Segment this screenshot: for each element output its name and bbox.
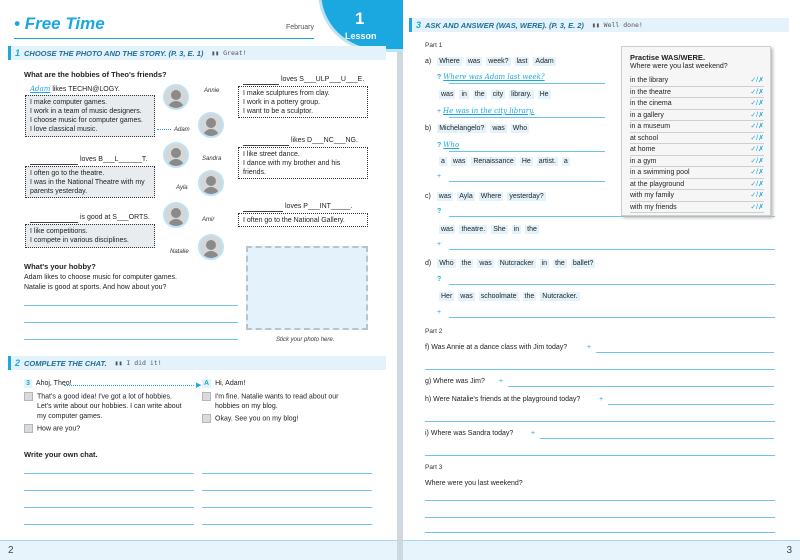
plus-icon: + — [587, 344, 592, 351]
question-g: g) Where was Jim? — [425, 378, 485, 385]
painting-story-box: I often go to the National Gallery. — [238, 213, 368, 227]
photo-placeholder[interactable] — [246, 246, 368, 330]
question-a-words: was in the city library. He — [441, 91, 549, 98]
section-2-bar: 2 COMPLETE THE CHAT. ▮▮ I did it! — [8, 356, 386, 370]
chat-option[interactable]: I'm fine. Natalie wants to read about our — [202, 392, 382, 402]
plus-icon: + — [531, 430, 536, 437]
practise-item[interactable]: at home ✓/✗ — [630, 144, 764, 156]
practise-item[interactable]: with my family ✓/✗ — [630, 190, 764, 202]
sports-story-box: I like competitions. I compete in various disciplines. — [25, 224, 155, 248]
name-natalie: Natalie — [170, 249, 189, 255]
answer-line[interactable] — [540, 438, 774, 439]
match-line — [157, 129, 171, 130]
practise-title: Practise WAS/WERE. — [630, 53, 706, 62]
page-title: • Free Time — [14, 14, 105, 33]
answer-line[interactable] — [449, 83, 605, 84]
practise-item[interactable]: with my friends ✓/✗ — [630, 202, 764, 214]
sculpture-story-box: I make sculptures from clay. I work in a pottery group. I want to be a sculptor. — [238, 86, 368, 118]
hobby-answer-line[interactable] — [24, 322, 238, 323]
question-d-words: Her was schoolmate the Nutcracker. — [441, 293, 578, 300]
question-h: h) Were Natalie's friends at the playground today? — [425, 396, 581, 403]
practise-item[interactable]: at the playground ✓/✗ — [630, 179, 764, 191]
blank-line[interactable] — [30, 222, 78, 223]
question-mark-icon: ? — [437, 74, 444, 81]
hobby-question: What's your hobby? — [24, 262, 96, 271]
answer-line[interactable] — [449, 284, 775, 285]
tick-cross-icon[interactable]: ✓/✗ — [750, 180, 764, 188]
chat-line[interactable] — [202, 507, 372, 508]
hobby-answer-line[interactable] — [24, 305, 238, 306]
part-3-label: Part 3 — [425, 464, 443, 471]
answer-a[interactable]: + He was in the city library. — [437, 107, 535, 115]
practise-item[interactable]: in the cinema ✓/✗ — [630, 98, 764, 110]
part-2-label: Part 2 — [425, 328, 443, 335]
sports-prompt: is good at S___ORTS. — [80, 214, 150, 221]
page-number: 2 — [8, 545, 14, 556]
ballet-prompt: loves B___L______T. — [80, 156, 148, 163]
hobby-example: Adam likes to choose music for computer games. Natalie is good at sports. And how about you? — [24, 274, 177, 291]
tick-cross-icon[interactable]: ✓/✗ — [750, 146, 764, 153]
bullet-icon: • — [14, 14, 25, 33]
tick-cross-icon[interactable]: ✓/✗ — [750, 77, 764, 84]
answer-line[interactable] — [449, 249, 775, 250]
chat-col1-items: That's a good idea! I've got a lot of hobbies. Let's write about our hobbies. I can write about my computer games. How are you? — [24, 392, 204, 435]
plus-icon: + — [599, 396, 604, 403]
adam-story-box: I make computer games. I work in a team of music designers. I choose music for computer games. I love classical music. — [25, 95, 155, 137]
answer-a-question[interactable]: ? Where was Adam last week? — [437, 73, 545, 81]
left-page — [0, 0, 397, 560]
answer-line[interactable] — [425, 517, 775, 518]
painting-prompt: loves P___INT_____. — [285, 203, 353, 210]
dancing-prompt: likes D___NC___NG. — [291, 137, 358, 144]
blank-line[interactable] — [30, 164, 78, 165]
question-b: b) Michelangelo? was Who — [425, 125, 528, 132]
sculpture-prompt: loves S___ULP___U___E. — [281, 76, 365, 83]
chat-option[interactable]: How are you? — [24, 424, 204, 434]
right-page — [403, 0, 800, 560]
answer-line[interactable] — [449, 151, 605, 152]
tick-cross-icon[interactable]: ✓/✗ — [750, 134, 764, 142]
practise-card — [621, 46, 771, 216]
chat-line[interactable] — [24, 473, 194, 474]
checkbox-icon[interactable] — [202, 414, 211, 423]
question-b-words: a was Renaissance He artist. a — [441, 158, 568, 165]
blank-line[interactable] — [243, 145, 289, 146]
tick-cross-icon[interactable]: ✓/✗ — [750, 169, 764, 176]
tick-cross-icon[interactable]: ✓/✗ — [750, 157, 764, 165]
plus-icon: + — [437, 173, 442, 180]
avatar-ayla[interactable] — [198, 170, 224, 196]
avatar-amir[interactable] — [163, 202, 189, 228]
answer-line[interactable] — [425, 455, 775, 456]
level-bars-icon: ▮▮ — [591, 21, 604, 29]
chat-line[interactable] — [24, 524, 194, 525]
chat-line[interactable] — [24, 490, 194, 491]
name-ayla: Ayla — [176, 185, 188, 191]
part-3-question: Where were you last weekend? — [425, 480, 523, 487]
answer-b-question[interactable]: ? Who — [437, 141, 460, 149]
checkbox-icon[interactable] — [24, 392, 33, 401]
answer-line[interactable] — [449, 117, 605, 118]
answer-line[interactable] — [425, 369, 775, 370]
answer-line[interactable] — [449, 317, 775, 318]
write-chat-label: Write your own chat. — [24, 450, 98, 459]
chat-line[interactable] — [24, 507, 194, 508]
tick-cross-icon[interactable]: ✓/✗ — [750, 123, 764, 130]
answer-line[interactable] — [449, 216, 775, 217]
tick-cross-icon[interactable]: ✓/✗ — [750, 192, 764, 199]
chat-line[interactable] — [202, 524, 372, 525]
question-c: c) was Ayla Where yesterday? — [425, 193, 544, 200]
section-3-bar: 3 ASK AND ANSWER (WAS, WERE). (P. 3, E. 2) ▮▮ Well done! — [409, 18, 789, 32]
practise-item[interactable]: in a museum ✓/✗ — [630, 121, 764, 133]
question-d: d) Who the was Nutcracker in the ballet? — [425, 260, 594, 267]
month-label: February — [286, 24, 315, 31]
answer-line[interactable] — [508, 386, 774, 387]
name-sandra: Sandra — [202, 156, 222, 162]
chat-col2-head: A Hi, Adam! — [204, 380, 246, 387]
section-1-badge: ▮▮ Great! — [211, 49, 247, 57]
checkbox-icon[interactable] — [202, 392, 211, 401]
blank-line[interactable] — [243, 211, 283, 212]
chat-option[interactable]: That's a good idea! I've got a lot of hobbies. — [24, 392, 204, 402]
practise-item[interactable]: in a gallery ✓/✗ — [630, 110, 764, 122]
tick-cross-icon[interactable]: ✓/✗ — [750, 100, 764, 107]
practise-item[interactable]: in the theatre ✓/✗ — [630, 87, 764, 99]
arrow-right-icon: + — [437, 108, 444, 115]
dancing-story-box: I like street dance. I dance with my brother and his friends. — [238, 147, 368, 179]
chat-arrow-line — [64, 385, 194, 386]
lesson-label: Lesson — [345, 31, 377, 41]
ballet-story-box: I often go to the theatre. I was in the National Theatre with my parents yesterday. — [25, 166, 155, 198]
section-2-badge: ▮▮ I did it! — [114, 359, 162, 367]
avatar-adam[interactable] — [198, 112, 224, 138]
title-rule — [14, 38, 314, 39]
practise-item[interactable]: in the library ✓/✗ — [630, 75, 764, 87]
question-c-words: was theatre. She in the — [441, 226, 537, 233]
footer — [403, 540, 800, 560]
lesson-badge — [318, 0, 408, 52]
question-a: a) Where was week? last Adam — [425, 58, 554, 65]
question-mark-icon: ? — [437, 142, 444, 149]
question-mark-icon: ? — [437, 276, 442, 283]
hobbies-question: What are the hobbies of Theo's friends? — [24, 70, 167, 79]
level-bars-icon: ▮▮ — [114, 359, 127, 367]
tick-cross-icon[interactable]: ✓/✗ — [750, 203, 764, 211]
blank-line[interactable] — [243, 84, 279, 85]
arrow-right-icon: ▶ — [196, 382, 202, 389]
plus-icon: + — [437, 309, 442, 316]
chat-line[interactable] — [202, 490, 372, 491]
hobby-answer-line[interactable] — [24, 339, 238, 340]
question-f: f) Was Annie at a dance class with Jim today? — [425, 344, 568, 351]
avatar-sandra[interactable] — [163, 142, 189, 168]
answer-line[interactable] — [608, 404, 774, 405]
question-i: i) Where was Sandra today? — [425, 430, 514, 437]
answer-line[interactable] — [425, 500, 775, 501]
practise-item[interactable]: in a swimming pool ✓/✗ — [630, 167, 764, 179]
answer-line[interactable] — [425, 421, 775, 422]
level-bars-icon: ▮▮ — [211, 49, 224, 57]
answer-line[interactable] — [449, 181, 605, 182]
practise-question: Where were you last weekend? — [630, 63, 728, 70]
answer-line[interactable] — [425, 532, 775, 533]
footer — [0, 540, 397, 560]
practise-list — [630, 75, 764, 213]
tick-cross-icon[interactable]: ✓/✗ — [750, 88, 764, 96]
photo-caption: Stick your photo here. — [276, 337, 335, 343]
part-1-label: Part 1 — [425, 42, 443, 49]
section-3-badge: ▮▮ Well done! — [591, 21, 643, 29]
avatar-natalie[interactable] — [198, 234, 224, 260]
section-1-bar: 1 CHOOSE THE PHOTO AND THE STORY. (P. 3, E. 1) ▮▮ Great! — [8, 46, 386, 60]
lesson-number: 1 — [355, 9, 365, 28]
answer-line[interactable] — [596, 352, 774, 353]
question-mark-icon: ? — [437, 208, 442, 215]
checkbox-icon[interactable] — [24, 424, 33, 433]
plus-icon: + — [437, 241, 442, 248]
chat-col2-items: I'm fine. Natalie wants to read about our hobbies on my blog. Okay. See you on my blog! — [202, 392, 382, 425]
chat-col1-head: 3 Ahoj, Theo! — [26, 380, 72, 387]
practise-item[interactable]: at school ✓/✗ — [630, 133, 764, 145]
name-annie: Annie — [204, 88, 220, 94]
name-adam: Adam — [174, 127, 190, 133]
name-amir: Amir — [202, 217, 215, 223]
chat-line[interactable] — [202, 473, 372, 474]
tick-cross-icon[interactable]: ✓/✗ — [750, 111, 764, 119]
practise-item[interactable]: in a gym ✓/✗ — [630, 156, 764, 168]
avatar-annie[interactable] — [163, 84, 189, 110]
plus-icon: + — [499, 378, 504, 385]
adam-prompt: Adam likes TECHN@LOGY. — [30, 85, 120, 93]
chat-option[interactable]: Okay. See you on my blog! — [202, 414, 382, 424]
page-number: 3 — [786, 545, 792, 556]
